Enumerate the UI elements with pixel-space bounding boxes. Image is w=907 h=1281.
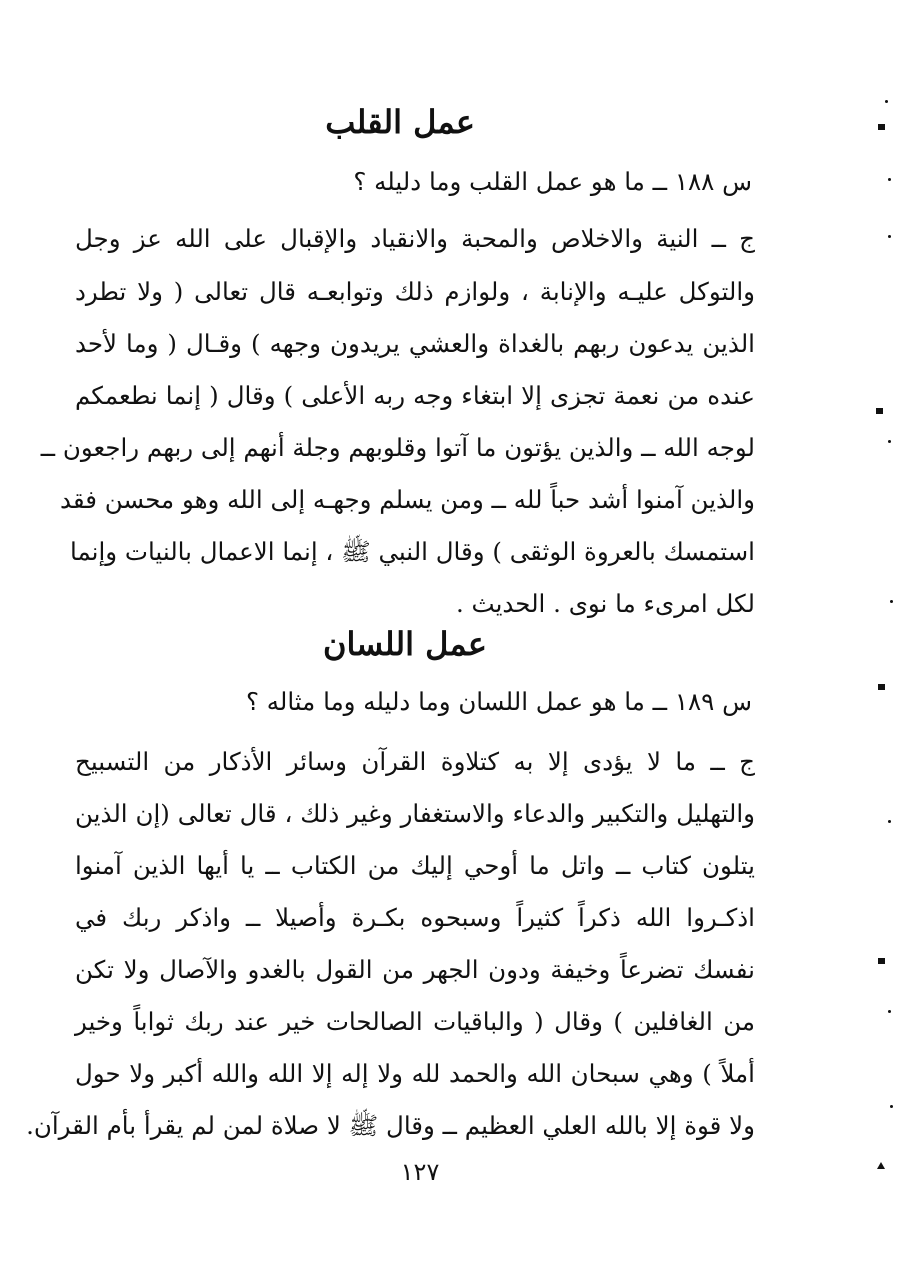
- margin-speck: [888, 178, 891, 181]
- margin-speck: [878, 684, 885, 690]
- answer-189-line-2: والتهليل والتكبير والدعاء والاستغفار وغير ذلك ، قال تعالى (إن الذين: [75, 799, 755, 828]
- answer-188-line-1: ج ــ النية والاخلاص والمحبة والانقياد والإقبال على الله عز وجل: [75, 224, 755, 253]
- margin-speck: [877, 1162, 885, 1169]
- page-number: ١٢٧: [400, 1158, 440, 1186]
- answer-188-line-7: استمسك بالعروة الوثقى ) وقال النبي ﷺ ، إنما الاعمال بالنيات وإنما: [70, 537, 755, 566]
- question-188: س ١٨٨ ــ ما هو عمل القلب وما دليله ؟: [353, 167, 752, 196]
- margin-speck: [888, 820, 891, 823]
- margin-speck: [888, 440, 891, 443]
- margin-speck: [890, 1105, 893, 1108]
- margin-speck: [878, 124, 885, 130]
- section-title-heart: عمل القلب: [325, 103, 475, 141]
- section-title-tongue: عمل اللسان: [323, 625, 487, 663]
- answer-188-line-6: والذين آمنوا أشد حباً لله ــ ومن يسلم وجهـه إلى الله وهو محسن فقد: [59, 485, 755, 514]
- answer-188-line-2: والتوكل عليـه والإنابة ، ولوازم ذلك وتوابعـه قال تعالى ( ولا تطرد: [75, 277, 755, 306]
- answer-189-line-3: يتلون كتاب ــ واتل ما أوحي إليك من الكتاب ــ يا أيها الذين آمنوا: [75, 851, 755, 880]
- answer-189-line-6: من الغافلين ) وقال ( والباقيات الصالحات خير عند ربك ثواباً وخير: [75, 1007, 755, 1036]
- answer-189-line-7: أملاً ) وهي سبحان الله والحمد لله ولا إله إلا الله والله أكبر ولا حول: [75, 1059, 755, 1088]
- answer-189-line-1: ج ــ ما لا يؤدى إلا به كتلاوة القرآن وسائر الأذكار من التسبيح: [75, 747, 755, 776]
- answer-188-line-3: الذين يدعون ربهم بالغداة والعشي يريدون وجهه ) وقـال ( وما لأحد: [75, 329, 755, 358]
- answer-189-line-5: نفسك تضرعاً وخيفة ودون الجهر من القول بالغدو والآصال ولا تكن: [75, 955, 755, 984]
- margin-speck: [888, 1010, 891, 1013]
- answer-188-line-5: لوجه الله ــ والذين يؤتون ما آتوا وقلوبهم وجلة أنهم إلى ربهم راجعون ــ: [40, 433, 755, 462]
- answer-188-line-4: عنده من نعمة تجزى إلا ابتغاء وجه ربه الأعلى ) وقال ( إنما نطعمكم: [75, 381, 755, 410]
- answer-188-line-8: لكل امرىء ما نوى . الحديث .: [455, 589, 755, 618]
- margin-speck: [878, 958, 885, 964]
- margin-speck: [885, 100, 888, 103]
- question-189: س ١٨٩ ــ ما هو عمل اللسان وما دليله وما مثاله ؟: [245, 687, 752, 716]
- answer-189-line-8: ولا قوة إلا بالله العلي العظيم ــ وقال ﷺ لا صلاة لمن لم يقرأ بأم القرآن.: [26, 1111, 755, 1140]
- margin-speck: [876, 408, 883, 414]
- answer-189-line-4: اذكـروا الله ذكراً كثيراً وسبحوه بكـرة وأصيلا ــ واذكر ربك في: [75, 903, 755, 932]
- margin-speck: [888, 235, 891, 238]
- margin-speck: [890, 600, 893, 603]
